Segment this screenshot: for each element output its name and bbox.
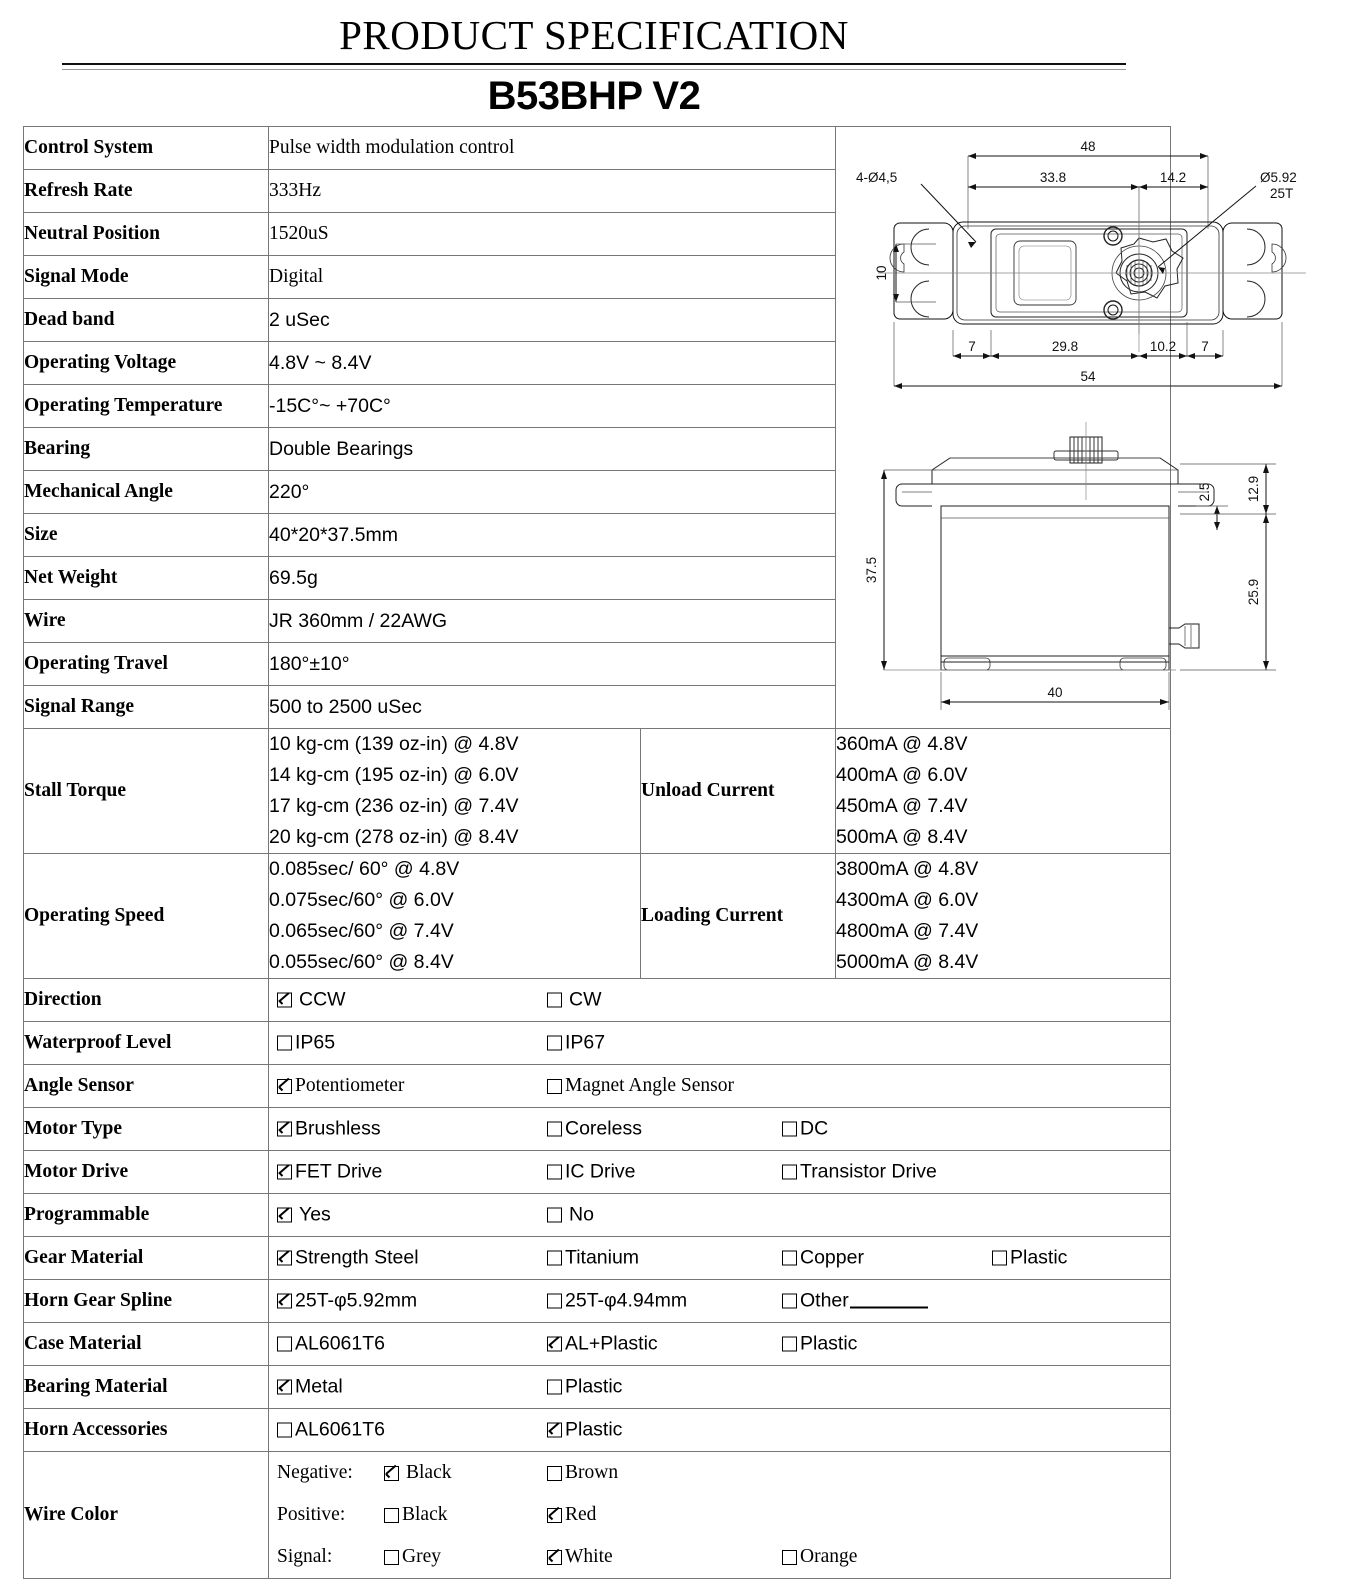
option-label: Grey xyxy=(402,1546,441,1568)
technical-drawings xyxy=(836,134,1366,722)
value-line: 20 kg-cm (278 oz-in) @ 8.4V xyxy=(269,826,519,849)
option-label: Orange xyxy=(800,1546,858,1568)
wire-line-name xyxy=(277,1462,353,1484)
wire-color-label: Wire Color xyxy=(24,1452,269,1579)
checkbox-checked[interactable] xyxy=(547,1337,562,1352)
option-black[interactable] xyxy=(384,1504,447,1526)
option-label: Black xyxy=(402,1504,448,1526)
option-potentiometer[interactable] xyxy=(277,1075,404,1097)
checkbox-checked[interactable] xyxy=(277,1294,292,1309)
dim-total-height: 37.5 xyxy=(864,556,880,583)
dim-right-tab: 7 xyxy=(1201,338,1209,354)
checkbox-unchecked[interactable] xyxy=(547,1251,562,1266)
page-title: PRODUCT SPECIFICATION xyxy=(339,12,849,58)
spec-value-5: 4.8V ~ 8.4V xyxy=(269,342,836,385)
value-line: 450mA @ 7.4V xyxy=(836,795,968,818)
option-label: Coreless xyxy=(565,1117,642,1140)
option-label: IP65 xyxy=(295,1031,336,1054)
spec-value-3: Digital xyxy=(269,256,836,299)
checkbox-unchecked[interactable] xyxy=(547,1208,562,1223)
drawing-cell xyxy=(836,127,1297,729)
option-label: DC xyxy=(800,1117,829,1140)
option-label: CCW xyxy=(299,988,346,1011)
option-label: 25T-φ5.92mm xyxy=(295,1289,418,1312)
option-label: No xyxy=(569,1203,594,1226)
option-row-options-1 xyxy=(269,1022,1171,1065)
wire-line-label: Positive: xyxy=(277,1504,346,1526)
option-25t-5-92mm[interactable] xyxy=(277,1290,417,1313)
dim-lower-height: 25.9 xyxy=(1246,578,1262,605)
spec-label-0: Control System xyxy=(24,127,269,170)
checkbox-checked[interactable] xyxy=(547,1508,562,1523)
checkbox-unchecked[interactable] xyxy=(277,1036,292,1051)
spec-value-10: 69.5g xyxy=(269,557,836,600)
wire-line-name xyxy=(277,1504,345,1526)
option-yes[interactable] xyxy=(277,1204,331,1227)
wire-line-1 xyxy=(269,1494,1170,1536)
checkbox-unchecked[interactable] xyxy=(992,1251,1007,1266)
table-row xyxy=(24,127,1171,170)
spec-value-8: 220° xyxy=(269,471,836,514)
option-fet-drive[interactable] xyxy=(277,1161,382,1184)
option-row-label-1: Waterproof Level xyxy=(24,1022,269,1065)
option-25t-4-94mm[interactable] xyxy=(547,1290,687,1313)
option-dc[interactable] xyxy=(782,1118,828,1141)
option-label: Copper xyxy=(800,1246,864,1269)
dim-hole-note: 4-Ø4,5 xyxy=(856,169,898,185)
value-line: 5000mA @ 8.4V xyxy=(836,951,979,974)
option-cw[interactable] xyxy=(547,989,602,1012)
dim-spline-teeth: 25T xyxy=(1270,185,1294,201)
wire-color-group xyxy=(269,1452,1170,1578)
option-orange[interactable] xyxy=(782,1546,857,1568)
value-line: 4800mA @ 7.4V xyxy=(836,920,979,943)
option-group xyxy=(269,979,1170,1021)
option-ccw[interactable] xyxy=(277,989,346,1012)
loading-current-label: Loading Current xyxy=(641,854,836,979)
spec-label-2: Neutral Position xyxy=(24,213,269,256)
dim-upper-height: 12.9 xyxy=(1246,475,1262,502)
table-row xyxy=(24,1151,1171,1194)
unload-current-values xyxy=(836,729,1171,854)
option-row-label-5: Programmable xyxy=(24,1194,269,1237)
option-label: Transistor Drive xyxy=(800,1160,937,1183)
checkbox-checked[interactable] xyxy=(277,1122,292,1137)
option-label: CW xyxy=(569,988,602,1011)
checkbox-unchecked[interactable] xyxy=(547,1294,562,1309)
spec-label-10: Net Weight xyxy=(24,557,269,600)
checkbox-unchecked[interactable] xyxy=(384,1550,399,1565)
value-line: 0.055sec/60° @ 8.4V xyxy=(269,951,454,974)
checkbox-checked[interactable] xyxy=(384,1466,399,1481)
checkbox-unchecked[interactable] xyxy=(547,993,562,1008)
option-group xyxy=(269,1151,1170,1193)
checkbox-unchecked[interactable] xyxy=(277,1423,292,1438)
checkbox-checked[interactable] xyxy=(277,1208,292,1223)
table-row xyxy=(24,1108,1171,1151)
wire-line-name xyxy=(277,1546,332,1568)
option-brown[interactable] xyxy=(547,1462,618,1484)
spec-label-8: Mechanical Angle xyxy=(24,471,269,514)
spec-label-5: Operating Voltage xyxy=(24,342,269,385)
spec-label-3: Signal Mode xyxy=(24,256,269,299)
table-row xyxy=(24,1194,1171,1237)
option-group xyxy=(269,1237,1170,1279)
checkbox-checked[interactable] xyxy=(277,1165,292,1180)
option-plastic[interactable] xyxy=(547,1376,622,1399)
checkbox-unchecked[interactable] xyxy=(384,1508,399,1523)
spec-value-12: 180°±10° xyxy=(269,643,836,686)
checkbox-unchecked[interactable] xyxy=(547,1079,562,1094)
spec-value-7: Double Bearings xyxy=(269,428,836,471)
value-line: 0.075sec/60° @ 6.0V xyxy=(269,889,454,912)
spec-value-11: JR 360mm / 22AWG xyxy=(269,600,836,643)
option-label: IC Drive xyxy=(565,1160,636,1183)
option-other[interactable] xyxy=(782,1290,928,1313)
dim-spline-dia: Ø5.92 xyxy=(1260,169,1297,185)
option-group xyxy=(269,1280,1170,1322)
value-line: 0.065sec/60° @ 7.4V xyxy=(269,920,454,943)
spec-label-11: Wire xyxy=(24,600,269,643)
checkbox-unchecked[interactable] xyxy=(547,1165,562,1180)
option-label: Plastic xyxy=(800,1332,858,1355)
option-row-label-10: Horn Accessories xyxy=(24,1409,269,1452)
fill-in-blank[interactable] xyxy=(850,1294,928,1309)
option-label: Plastic xyxy=(565,1375,623,1398)
checkbox-unchecked[interactable] xyxy=(782,1337,797,1352)
checkbox-checked[interactable] xyxy=(547,1423,562,1438)
operating-speed-values xyxy=(269,854,641,979)
dim-tab-height: 10 xyxy=(874,265,890,281)
option-label: Magnet Angle Sensor xyxy=(565,1075,734,1097)
checkbox-unchecked[interactable] xyxy=(547,1466,562,1481)
value-line: 14 kg-cm (195 oz-in) @ 6.0V xyxy=(269,764,519,787)
option-row-options-0 xyxy=(269,979,1171,1022)
wire-line-0 xyxy=(269,1452,1170,1494)
dim-total-width: 54 xyxy=(1080,368,1096,384)
dim-shaft-offset: 10.2 xyxy=(1149,338,1177,354)
option-copper[interactable] xyxy=(782,1247,864,1270)
model-name: B53BHP V2 xyxy=(487,74,701,119)
option-label: Strength Steel xyxy=(295,1246,419,1269)
value-line: 500mA @ 8.4V xyxy=(836,826,968,849)
option-row-label-0: Direction xyxy=(24,979,269,1022)
wire-color-options xyxy=(269,1452,1171,1579)
wire-line-label: Negative: xyxy=(277,1462,353,1484)
option-label: Potentiometer xyxy=(295,1075,405,1097)
option-label: Black xyxy=(406,1462,452,1484)
top-view-drawing xyxy=(836,134,1366,420)
value-line: 0.085sec/ 60° @ 4.8V xyxy=(269,858,460,881)
spec-label-9: Size xyxy=(24,514,269,557)
option-coreless[interactable] xyxy=(547,1118,642,1141)
value-line: 3800mA @ 4.8V xyxy=(836,858,979,881)
checkbox-unchecked[interactable] xyxy=(277,1337,292,1352)
option-plastic[interactable] xyxy=(992,1247,1067,1270)
spec-value-4: 2 uSec xyxy=(269,299,836,342)
unload-current-label: Unload Current xyxy=(641,729,836,854)
option-grey[interactable] xyxy=(384,1546,441,1568)
option-strength-steel[interactable] xyxy=(277,1247,419,1270)
value-line: 17 kg-cm (236 oz-in) @ 7.4V xyxy=(269,795,519,818)
option-row-options-5 xyxy=(269,1194,1171,1237)
spec-value-1: 333Hz xyxy=(269,170,836,213)
option-row-options-3 xyxy=(269,1108,1171,1151)
option-row-label-9: Bearing Material xyxy=(24,1366,269,1409)
checkbox-checked[interactable] xyxy=(277,1079,292,1094)
option-label: White xyxy=(565,1546,613,1568)
spec-value-2: 1520uS xyxy=(269,213,836,256)
option-label: AL6061T6 xyxy=(295,1418,385,1441)
option-red[interactable] xyxy=(547,1504,596,1526)
option-row-label-7: Horn Gear Spline xyxy=(24,1280,269,1323)
table-row xyxy=(24,1366,1171,1409)
option-ip67[interactable] xyxy=(547,1032,605,1055)
dim-body-width: 29.8 xyxy=(1051,338,1079,354)
spec-value-6: -15C°~ +70C° xyxy=(269,385,836,428)
option-row-label-6: Gear Material xyxy=(24,1237,269,1280)
value-line: 4300mA @ 6.0V xyxy=(836,889,979,912)
option-row-options-10 xyxy=(269,1409,1171,1452)
option-row-options-6 xyxy=(269,1237,1171,1280)
checkbox-unchecked[interactable] xyxy=(547,1122,562,1137)
checkbox-unchecked[interactable] xyxy=(782,1165,797,1180)
option-plastic[interactable] xyxy=(547,1419,622,1442)
option-titanium[interactable] xyxy=(547,1247,639,1270)
checkbox-unchecked[interactable] xyxy=(547,1380,562,1395)
option-al6061t6[interactable] xyxy=(277,1419,385,1442)
stall-torque-label: Stall Torque xyxy=(24,729,269,854)
option-label: AL6061T6 xyxy=(295,1332,385,1355)
table-row xyxy=(24,854,1171,979)
value-line: 10 kg-cm (139 oz-in) @ 4.8V xyxy=(269,733,519,756)
table-row xyxy=(24,1022,1171,1065)
table-row xyxy=(24,979,1171,1022)
table-row xyxy=(24,1409,1171,1452)
option-label: Titanium xyxy=(565,1246,640,1269)
option-label: 25T-φ4.94mm xyxy=(565,1289,688,1312)
option-row-label-3: Motor Type xyxy=(24,1108,269,1151)
option-row-label-2: Angle Sensor xyxy=(24,1065,269,1108)
table-row xyxy=(24,1323,1171,1366)
option-label: FET Drive xyxy=(295,1160,383,1183)
value-line: 400mA @ 6.0V xyxy=(836,764,968,787)
option-label: Metal xyxy=(295,1375,343,1398)
spec-label-6: Operating Temperature xyxy=(24,385,269,428)
option-label: Plastic xyxy=(1010,1246,1068,1269)
title-divider xyxy=(62,63,1126,70)
spec-value-13: 500 to 2500 uSec xyxy=(269,686,836,729)
spec-label-7: Bearing xyxy=(24,428,269,471)
option-label: Other xyxy=(800,1289,849,1312)
dim-overall-width: 48 xyxy=(1080,138,1096,154)
option-row-label-4: Motor Drive xyxy=(24,1151,269,1194)
dim-flange-thickness: 2.5 xyxy=(1197,482,1213,501)
option-plastic[interactable] xyxy=(782,1333,857,1356)
option-ic-drive[interactable] xyxy=(547,1161,635,1184)
specification-table xyxy=(23,126,1297,1579)
option-group xyxy=(269,1022,1170,1064)
option-group xyxy=(269,1065,1170,1107)
dim-left-tab: 7 xyxy=(968,338,976,354)
spec-label-12: Operating Travel xyxy=(24,643,269,686)
wire-line-2 xyxy=(269,1536,1170,1578)
checkbox-checked[interactable] xyxy=(277,1380,292,1395)
spec-value-9: 40*20*37.5mm xyxy=(269,514,836,557)
checkbox-checked[interactable] xyxy=(277,993,292,1008)
option-label: Red xyxy=(565,1504,597,1526)
option-magnet-angle-sensor[interactable] xyxy=(547,1075,734,1097)
dim-left-span: 33.8 xyxy=(1039,169,1067,185)
side-view-drawing xyxy=(836,420,1366,720)
table-row xyxy=(24,1452,1171,1579)
option-label: Brown xyxy=(565,1462,619,1484)
table-row xyxy=(24,1237,1171,1280)
spec-label-13: Signal Range xyxy=(24,686,269,729)
option-label: Plastic xyxy=(565,1418,623,1441)
option-row-options-2 xyxy=(269,1065,1171,1108)
option-group xyxy=(269,1108,1170,1150)
checkbox-unchecked[interactable] xyxy=(782,1251,797,1266)
option-group xyxy=(269,1366,1170,1408)
wire-line-label: Signal: xyxy=(277,1546,333,1568)
option-black[interactable] xyxy=(384,1462,451,1484)
option-group xyxy=(269,1194,1170,1236)
operating-speed-label: Operating Speed xyxy=(24,854,269,979)
checkbox-checked[interactable] xyxy=(547,1550,562,1565)
checkbox-unchecked[interactable] xyxy=(782,1294,797,1309)
dim-side-body-width: 40 xyxy=(1047,684,1063,700)
stall-torque-values xyxy=(269,729,641,854)
option-group xyxy=(269,1409,1170,1451)
option-row-options-8 xyxy=(269,1323,1171,1366)
option-metal[interactable] xyxy=(277,1376,343,1399)
option-transistor-drive[interactable] xyxy=(782,1161,937,1184)
option-row-options-4 xyxy=(269,1151,1171,1194)
checkbox-unchecked[interactable] xyxy=(547,1036,562,1051)
option-al6061t6[interactable] xyxy=(277,1333,385,1356)
checkbox-checked[interactable] xyxy=(277,1251,292,1266)
option-row-options-7 xyxy=(269,1280,1171,1323)
table-row xyxy=(24,1065,1171,1108)
option-white[interactable] xyxy=(547,1546,613,1568)
option-ip65[interactable] xyxy=(277,1032,335,1055)
spec-label-4: Dead band xyxy=(24,299,269,342)
checkbox-unchecked[interactable] xyxy=(782,1122,797,1137)
checkbox-unchecked[interactable] xyxy=(782,1550,797,1565)
table-row xyxy=(24,729,1171,854)
dim-right-span: 14.2 xyxy=(1159,169,1187,185)
option-al-plastic[interactable] xyxy=(547,1333,658,1356)
spec-label-1: Refresh Rate xyxy=(24,170,269,213)
loading-current-values xyxy=(836,854,1171,979)
option-no[interactable] xyxy=(547,1204,594,1227)
option-label: Brushless xyxy=(295,1117,381,1140)
option-brushless[interactable] xyxy=(277,1118,381,1141)
table-row xyxy=(24,1280,1171,1323)
page-header xyxy=(0,0,1188,118)
value-line: 360mA @ 4.8V xyxy=(836,733,968,756)
option-row-label-8: Case Material xyxy=(24,1323,269,1366)
spec-value-0: Pulse width modulation control xyxy=(269,127,836,170)
option-label: IP67 xyxy=(565,1031,606,1054)
option-row-options-9 xyxy=(269,1366,1171,1409)
option-label: Yes xyxy=(299,1203,331,1226)
option-label: AL+Plastic xyxy=(565,1332,658,1355)
option-group xyxy=(269,1323,1170,1365)
